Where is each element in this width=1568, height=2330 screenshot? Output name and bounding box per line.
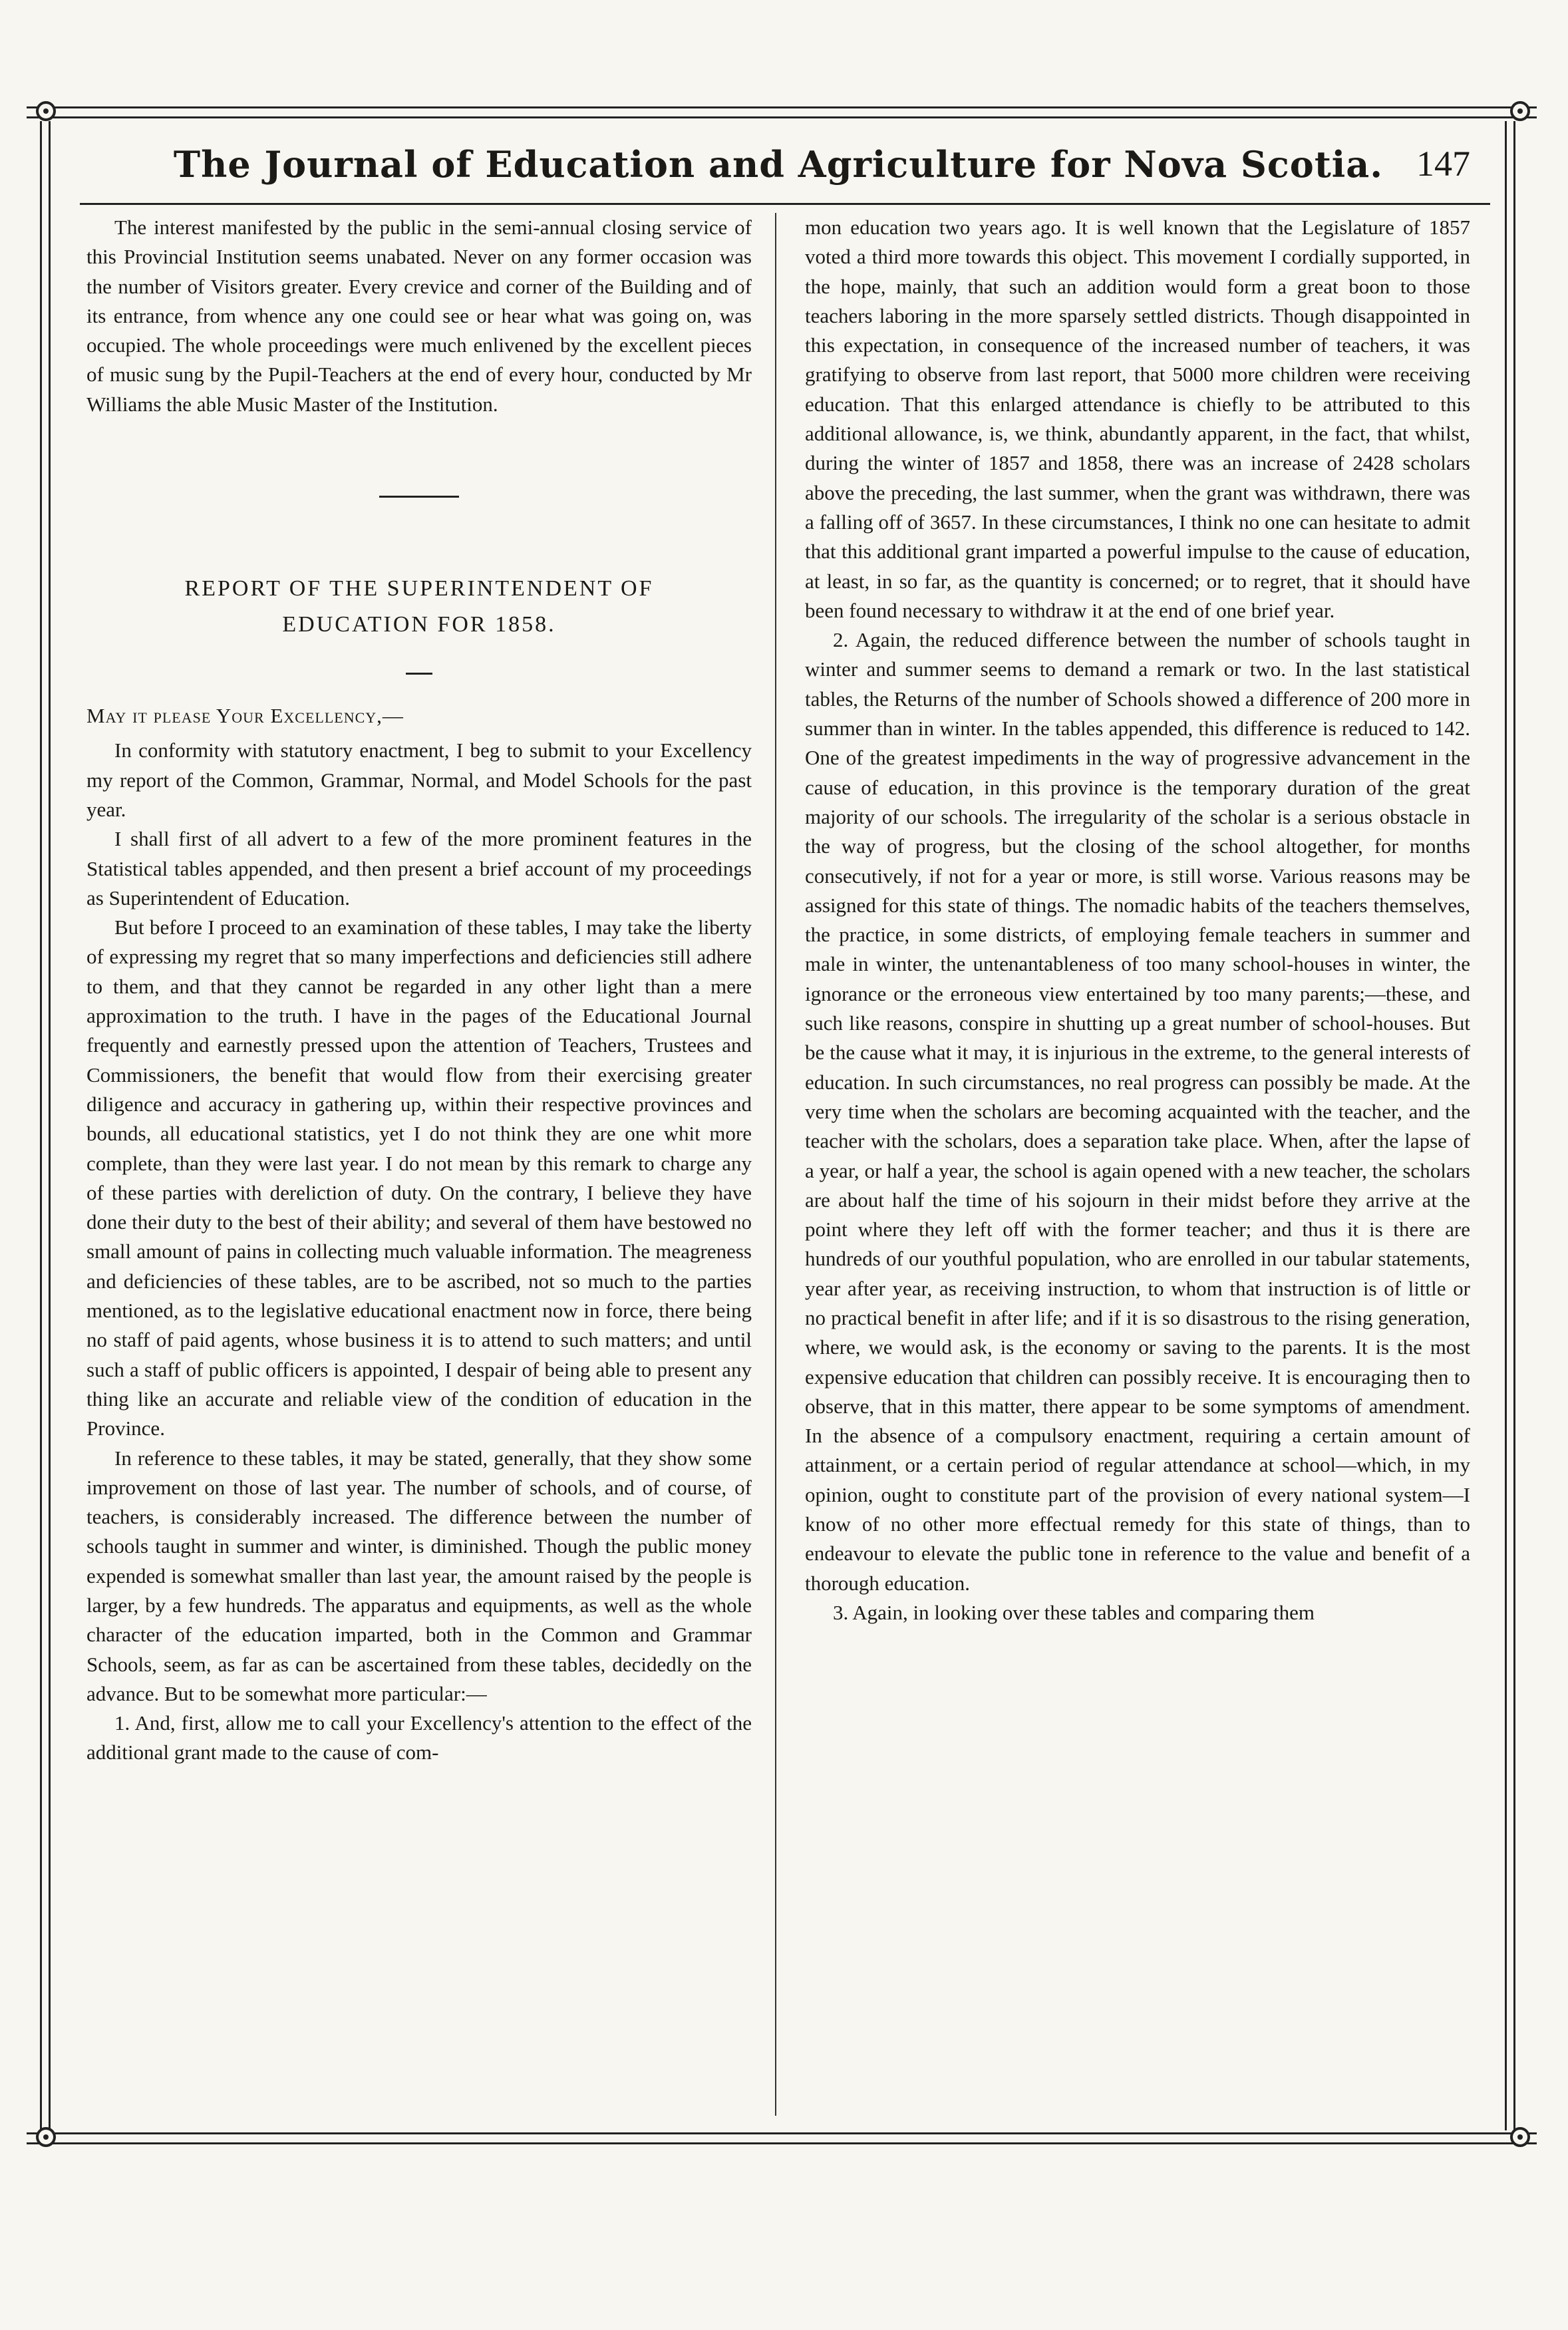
report-title [86, 571, 752, 643]
paragraph-imperfections: But before I proceed to an examination of these tables, I may take the liberty of expressing my regret that so many imperfections and deficiencies still adhere to them, and that they cannot be regarded in any other light than a mere approximation to the truth. I have in the pages of the Educational Journal frequently and earnestly pressed upon the attention of Teachers, Trustees and Commissioners, the benefit that would flow from their exercising greater diligence and accuracy in gathering up, within their respective provinces and bounds, all educational statistics, yet I do not think they are one whit more complete, than they were last year. I do not mean by this remark to charge any of these parties with dereliction of duty. On the contrary, I believe they have done their duty to the best of their ability; and several of them have bestowed no small amount of pains in collecting much valuable information. The meagreness and deficiencies of these tables, are to be ascribed, not so much to the parties mentioned, as to the legislative educational enactment now in force, there being no staff of paid agents, whose business it is to attend to such matters; and until such a staff of public officers is appointed, I despair of being able to present any thing like an accurate and reliable view of the condition of education in the Province. [86, 915, 752, 1440]
salutation: May it please Your Excellency,— [86, 704, 404, 728]
journal-title: The Journal of Education and Agriculture for Nova Scotia. [173, 143, 1384, 186]
corner-ornament-top-left [36, 101, 56, 121]
top-border-rule [27, 106, 1537, 118]
running-header [80, 143, 1477, 196]
paragraph-advert: I shall first of all advert to a few of the more prominent features in the Statistical tables appended, and then present a brief account of my proceedings as Superintendent of Education. [86, 827, 752, 910]
paragraph-point-1: 1. And, first, allow me to call your Excellency's attention to the effect of the additional grant made to the cause of com- [86, 1711, 752, 1764]
page-number: 147 [1416, 144, 1470, 184]
corner-ornament-bottom-left [36, 2127, 56, 2147]
right-column [805, 213, 1470, 1627]
header-rule [80, 203, 1490, 205]
title-dash [406, 673, 432, 675]
paragraph-conformity: In conformity with statutory enactment, I beg to submit to your Excellency my report of the Common, Grammar, Normal, and Model Schools for the past year. [86, 739, 752, 821]
paragraph-point-1-continued: mon education two years ago. It is well known that the Legislature of 1857 voted a third more towards this object. This movement I cordially supported, in the hope, mainly, that such an addition would form a great boon to those teachers laboring in the more sparsely settled districts. Though disappointed in this expectation, in consequence of the increased number of teachers, it was gratifying to observe from last report, that 5000 more children were receiving education. That this enlarged attendance is chiefly to be attributed to this additional allowance, is, we think, abundantly apparent, in the fact, that whilst, during the winter of 1857 and 1858, there was an increase of 2428 scholars above the preceding, the last summer, when the grant was withdrawn, there was a falling off of 3657. In these circumstances, I think no one can hesitate to admit that this additional grant imparted a powerful impulse to the cause of education, at least, in so far, as the quantity is concerned; or to regret, that it should have been found necessary to withdraw it at the end of one brief year. [805, 216, 1470, 622]
right-border-rule [1505, 121, 1515, 2130]
report-title-line-2: EDUCATION FOR 1858. [282, 612, 556, 637]
report-title-line-1: REPORT OF THE SUPERINTENDENT OF [184, 576, 654, 601]
paragraph-point-2: 2. Again, the reduced difference between the number of schools taught in winter and summer seems to demand a remark or two. In the last statistical tables, the Returns of the number of Schools showed a difference of 200 more in summer than in winter. In the tables appended, this difference is reduced to 142. One of the greatest impediments in the way of progressive advancement in the cause of education, in this province is the temporary duration of the great majority of our schools. The irregularity of the scholar is a serious obstacle in the way of progress, but the closing of the school altogether, for months consecutively, if not for a year or more, is still worse. Various reasons may be assigned for this state of things. The nomadic habits of the teachers themselves, the practice, in some districts, of employing female teachers in summer and male in winter, the untenantableness of too many school-houses in winter, the ignorance or the erroneous view entertained by too many parents;—these, and such like reasons, conspire in shutting up a great number of school-houses. But be the cause what it may, it is injurious in the extreme, to the general interests of education. In such circumstances, no real progress can possibly be made. At the very time when the scholars are becoming acquainted with the teacher, and the teacher with the scholars, does a separation take place. When, after the lapse of a year, or half a year, the school is again opened with a new teacher, the scholars are about half the time of his sojourn in their midst before they arrive at the point where they left off with the former teacher; and thus it is there are hundreds of our youthful population, who are enrolled in our tabular statements, year after year, as receiving instruction, to whom that instruction is of little or no practical benefit in after life; and if it is so disastrous to the rising generation, where, we would ask, is the economy or saving to the parents. It is the most expensive education that children can possibly receive. It is encouraging then to observe, that in this matter, there appear to be some symptoms of amendment. In the absence of a compulsory enactment, requiring a certain amount of attainment, or a certain period of regular attendance at school—which, in my opinion, ought to constitute part of the provision of every national system—I know of no other more effectual remedy for this state of things, than to endeavour to elevate the public tone in reference to the value and benefit of a thorough education. [805, 628, 1470, 1595]
paragraph-point-3: 3. Again, in looking over these tables and comparing them [833, 1600, 1315, 1624]
left-border-rule [40, 121, 51, 2130]
bottom-border-rule [27, 2132, 1537, 2144]
corner-ornament-bottom-right [1510, 2127, 1530, 2147]
intro-paragraph: The interest manifested by the public in the semi-annual closing service of this Provincial Institution seems unabated. Never on any former occasion was the number of Visitors greater. Every crevice and corner of the Building and of its entrance, from whence any one could see or hear what was going on, was occupied. The whole proceedings were much enlivened by the excellent pieces of music sung by the Pupil-Teachers at the end of every hour, conducted by Mr Williams the able Music Master of the Institution. [86, 216, 752, 416]
section-separator-rule [379, 496, 459, 498]
column-divider [775, 213, 776, 2116]
paragraph-tables-improvement: In reference to these tables, it may be stated, generally, that they show some improvement on those of last year. The number of schools, and of course, of teachers, is considerably increased. The difference between the number of schools taught in summer and winter, is diminished. Though the public money expended is somewhat smaller than last year, the amount raised by the people is larger, by a few hundreds. The apparatus and equipments, as well as the whole character of the education imparted, both in the Common and Grammar Schools, seem, as far as can be ascertained from these tables, decidedly on the advance. But to be somewhat more particular:— [86, 1446, 752, 1705]
left-column [86, 213, 752, 1768]
corner-ornament-top-right [1510, 101, 1530, 121]
